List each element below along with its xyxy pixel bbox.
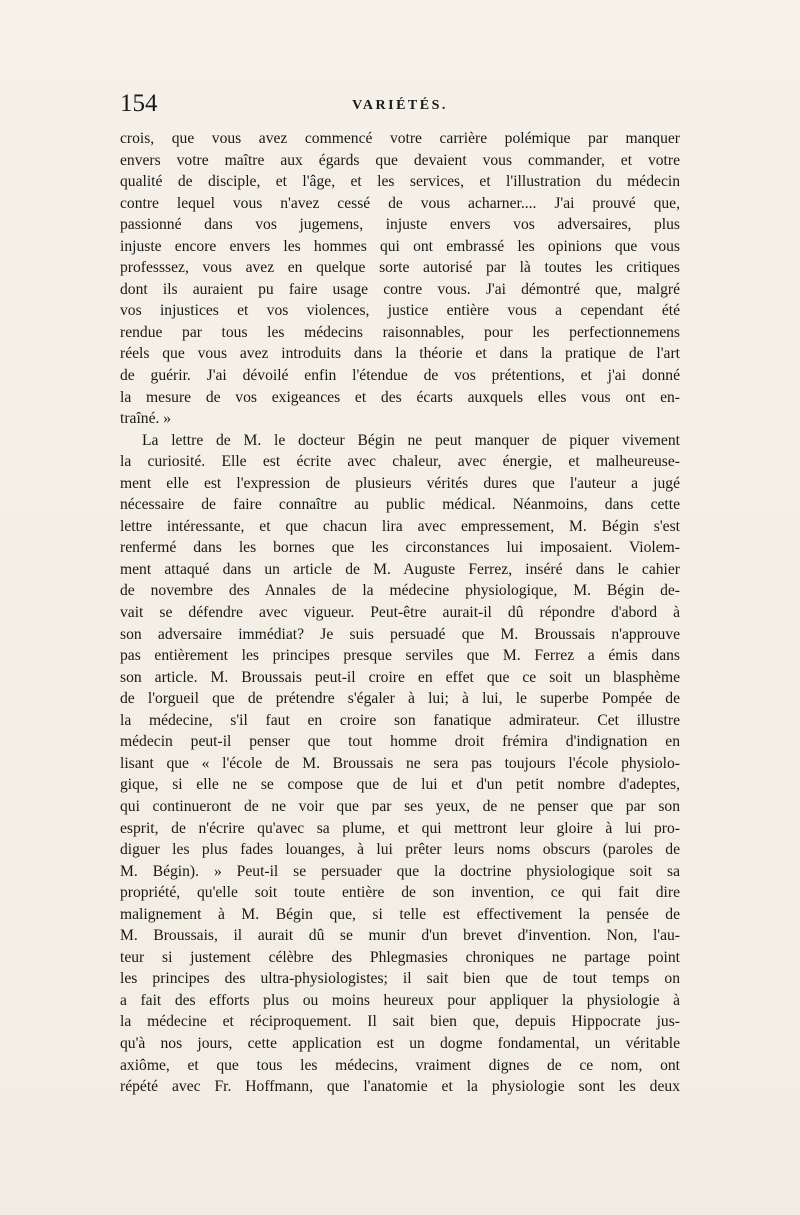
text-line: diguer les plus fades louanges, à lui prêter leurs noms obscurs (paroles de — [120, 841, 680, 859]
text-line: son adversaire immédiat? Je suis persuadé que M. Broussais n'approuve — [120, 625, 680, 643]
text-line: lettre intéressante, et que chacun lira avec empressement, M. Bégin s'est — [120, 517, 680, 535]
text-line: lisant que « l'école de M. Broussais ne sera pas toujours l'école physiolo- — [120, 754, 680, 772]
text-line: injuste encore envers les hommes qui ont embrassé les opinions que vous — [120, 237, 680, 255]
text-line: médecin peut-il penser que tout homme droit frémira d'indignation en — [120, 733, 680, 751]
text-line: son article. M. Broussais peut-il croire en effet que ce soit un blasphème — [120, 668, 680, 686]
text-line: a fait des efforts plus ou moins heureux pour appliquer la physiologie à — [120, 991, 680, 1009]
text-line: envers votre maître aux égards que devaient vous commander, et votre — [120, 151, 680, 169]
page-header — [120, 90, 680, 124]
text-line: pas entièrement les principes presque serviles que M. Ferrez a émis dans — [120, 647, 680, 665]
text-line: ment elle est l'expression de plusieurs vérités dures que l'auteur a jugé — [120, 474, 680, 492]
text-line: renfermé dans les bornes que les circonstances lui imposaient. Violem- — [120, 539, 680, 557]
text-line: la médecine, s'il faut en croire son fanatique admirateur. Cet illustre — [120, 711, 680, 729]
text-line: axiôme, et que tous les médecins, vraiment dignes de ce nom, ont — [120, 1056, 680, 1074]
text-line: qualité de disciple, et l'âge, et les services, et l'illustration du médecin — [120, 173, 680, 191]
text-line: de l'orgueil que de prétendre s'égaler à lui; à lui, le superbe Pompée de — [120, 690, 680, 708]
text-line: La lettre de M. le docteur Bégin ne peut manquer de piquer vivement — [142, 431, 680, 449]
text-line: réels que vous avez introduits dans la théorie et dans la pratique de l'art — [120, 345, 680, 363]
text-line: rendue par tous les médecins raisonnables, pour les perfectionnemens — [120, 323, 680, 341]
text-line: passionné dans vos jugemens, injuste envers vos adversaires, plus — [120, 216, 680, 234]
text-line: les principes des ultra-physiologistes; il sait bien que de tout temps on — [120, 970, 680, 988]
text-line: de novembre des Annales de la médecine physiologique, M. Bégin de- — [120, 582, 680, 600]
page-number: 154 — [120, 90, 158, 117]
text-line: la curiosité. Elle est écrite avec chaleur, avec énergie, et malheureuse- — [120, 453, 680, 471]
text-line: qui continueront de ne voir que par ses yeux, de ne penser que par son — [120, 797, 680, 815]
text-line: ment attaqué dans un article de M. Auguste Ferrez, inséré dans le cahier — [120, 560, 680, 578]
text-line: nécessaire de faire connaître au public médical. Néanmoins, dans cette — [120, 496, 680, 514]
text-line: M. Broussais, il aurait dû se munir d'un brevet d'invention. Non, l'au- — [120, 927, 680, 945]
text-line: dont ils auraient pu faire usage contre vous. J'ai démontré que, malgré — [120, 280, 680, 298]
text-line: professsez, vous avez en quelque sorte autorisé par là toutes les critiques — [120, 259, 680, 277]
text-line: vait se défendre avec vigueur. Peut-être aurait-il dû répondre d'abord à — [120, 604, 680, 622]
text-line: malignement à M. Bégin que, si telle est effectivement la pensée de — [120, 905, 680, 923]
text-line: de guérir. J'ai dévoilé enfin l'étendue de vos prétentions, et j'ai donné — [120, 367, 680, 385]
text-line: contre lequel vous n'avez cessé de vous acharner.... J'ai prouvé que, — [120, 194, 680, 212]
text-line: crois, que vous avez commencé votre carrière polémique par manquer — [120, 130, 680, 147]
text-line: qu'à nos jours, cette application est un dogme fondamental, un véritable — [120, 1034, 680, 1052]
text-line: vos injustices et vos violences, justice entière vous a cependant été — [120, 302, 680, 320]
running-head: VARIÉTÉS. — [352, 98, 448, 113]
text-line: répété avec Fr. Hoffmann, que l'anatomie et la physiologie sont les deux — [120, 1078, 680, 1096]
text-line: la médecine et réciproquement. Il sait bien que, depuis Hippocrate jus- — [120, 1013, 680, 1031]
text-line: traîné. » — [120, 410, 172, 428]
text-line: gique, si elle ne se compose que de lui et d'un petit nombre d'adeptes, — [120, 776, 680, 794]
text-line: propriété, qu'elle soit toute entière de son invention, ce qui fait dire — [120, 884, 680, 902]
text-line: esprit, de n'écrire qu'avec sa plume, et qui mettront leur gloire à lui pro- — [120, 819, 680, 837]
text-line: la mesure de vos exigeances et des écarts auxquels elles vous ont en- — [120, 388, 680, 406]
text-line: teur si justement célèbre des Phlegmasies chroniques ne partage point — [120, 948, 680, 966]
text-line: M. Bégin). » Peut-il se persuader que la doctrine physiologique soit sa — [120, 862, 680, 880]
body-text — [120, 128, 680, 1098]
